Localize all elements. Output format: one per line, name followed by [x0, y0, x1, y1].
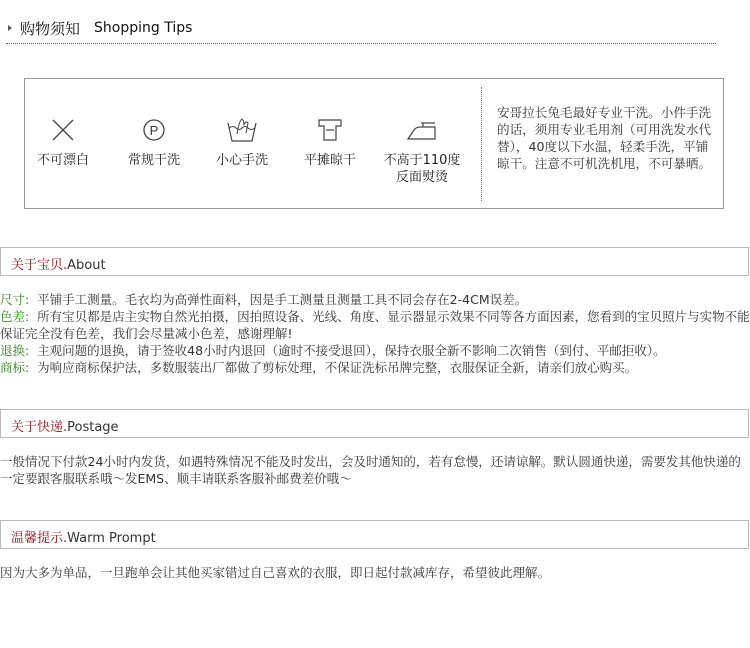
header-divider	[6, 43, 716, 44]
row-text: 所有宝贝都是店主实物自然光拍摄，因拍照设备、光线、角度、显示器显示效果不同等各方面因素，您看到的宝贝照片与实物不能保证完全没有色差，我们会尽量减小色差，感谢理解!	[0, 309, 750, 341]
care-label: 不高于110度 反面熨烫	[383, 153, 461, 185]
section-title-en: About	[67, 258, 106, 273]
about-row-brand	[0, 359, 750, 376]
care-instructions-box	[24, 78, 724, 209]
section-header-prompt	[0, 520, 749, 549]
care-label: 小心手洗	[215, 153, 268, 168]
about-row-return	[0, 342, 750, 359]
care-label: 常规干洗	[127, 153, 180, 168]
care-item-dry-flat	[282, 113, 378, 169]
hand-wash-icon	[225, 113, 259, 147]
row-text: 为响应商标保护法，多数服装出厂都做了剪标处理，不保证洗标吊牌完整，衣服保证全新，请亲们放心购买。	[37, 360, 638, 375]
section-title	[11, 527, 156, 546]
dry-flat-icon	[313, 113, 347, 147]
about-row-color	[0, 308, 750, 342]
section-header-postage	[0, 409, 749, 438]
svg-text:P: P	[149, 123, 159, 138]
care-item-iron	[374, 113, 470, 186]
row-text: 平铺手工测量。毛衣均为高弹性面料，因是手工测量且测量工具不同会存在2-4CM误差。	[37, 292, 528, 307]
section-title-zh: 关于宝贝.	[11, 258, 68, 273]
section-title	[11, 254, 106, 273]
postage-text: 一般情况下付款24小时内发货，如遇特殊情况不能及时发出，会及时通知的，若有怠慢，还请谅解。默认圆通快递，需要发其他快递的一定要跟客服联系哦～发EMS、顺丰请联系客服补邮费差价哦～	[0, 454, 741, 486]
care-label: 不可漂白	[36, 153, 89, 168]
iron-icon	[405, 113, 439, 147]
section-title-zh: 关于快递.	[11, 420, 68, 435]
prompt-text: 因为大多为单品，一旦跑单会让其他买家错过自己喜欢的衣服，即日起付款减库存，希望彼此理解。	[0, 565, 551, 580]
section-title-en: Warm Prompt	[67, 531, 156, 546]
row-label: 尺寸:	[0, 292, 30, 307]
care-item-dry-clean	[106, 113, 202, 169]
row-text: 主观问题的退换，请于签收48小时内退回（逾时不接受退回），保持衣服全新不影响二次销售（到付、平邮拒收）。	[37, 343, 666, 358]
row-label: 色差:	[0, 309, 30, 324]
row-label: 商标:	[0, 360, 30, 375]
section-title-zh: 温馨提示.	[11, 531, 68, 546]
about-row-size	[0, 291, 750, 308]
row-label: 退换:	[0, 343, 30, 358]
page-title-en: Shopping Tips	[94, 20, 193, 36]
care-item-no-bleach	[15, 113, 111, 169]
care-divider	[481, 87, 482, 201]
section-title-en: Postage	[67, 420, 119, 435]
section-header-about	[0, 247, 749, 276]
care-item-hand-wash	[194, 113, 290, 169]
header-bullet-icon	[8, 25, 12, 31]
care-note: 安哥拉长兔毛最好专业干洗。小件手洗的话，须用专业毛用剂（可用洗发水代替），40度以下水温，轻柔手洗，平铺晾干。注意不可机洗机甩，不可暴晒。	[497, 105, 712, 171]
dry-clean-icon	[137, 113, 171, 147]
section-title	[11, 416, 119, 435]
care-label: 平摊晾干	[303, 153, 356, 168]
no-bleach-icon	[46, 113, 80, 147]
page-title-zh: 购物须知	[20, 20, 81, 38]
